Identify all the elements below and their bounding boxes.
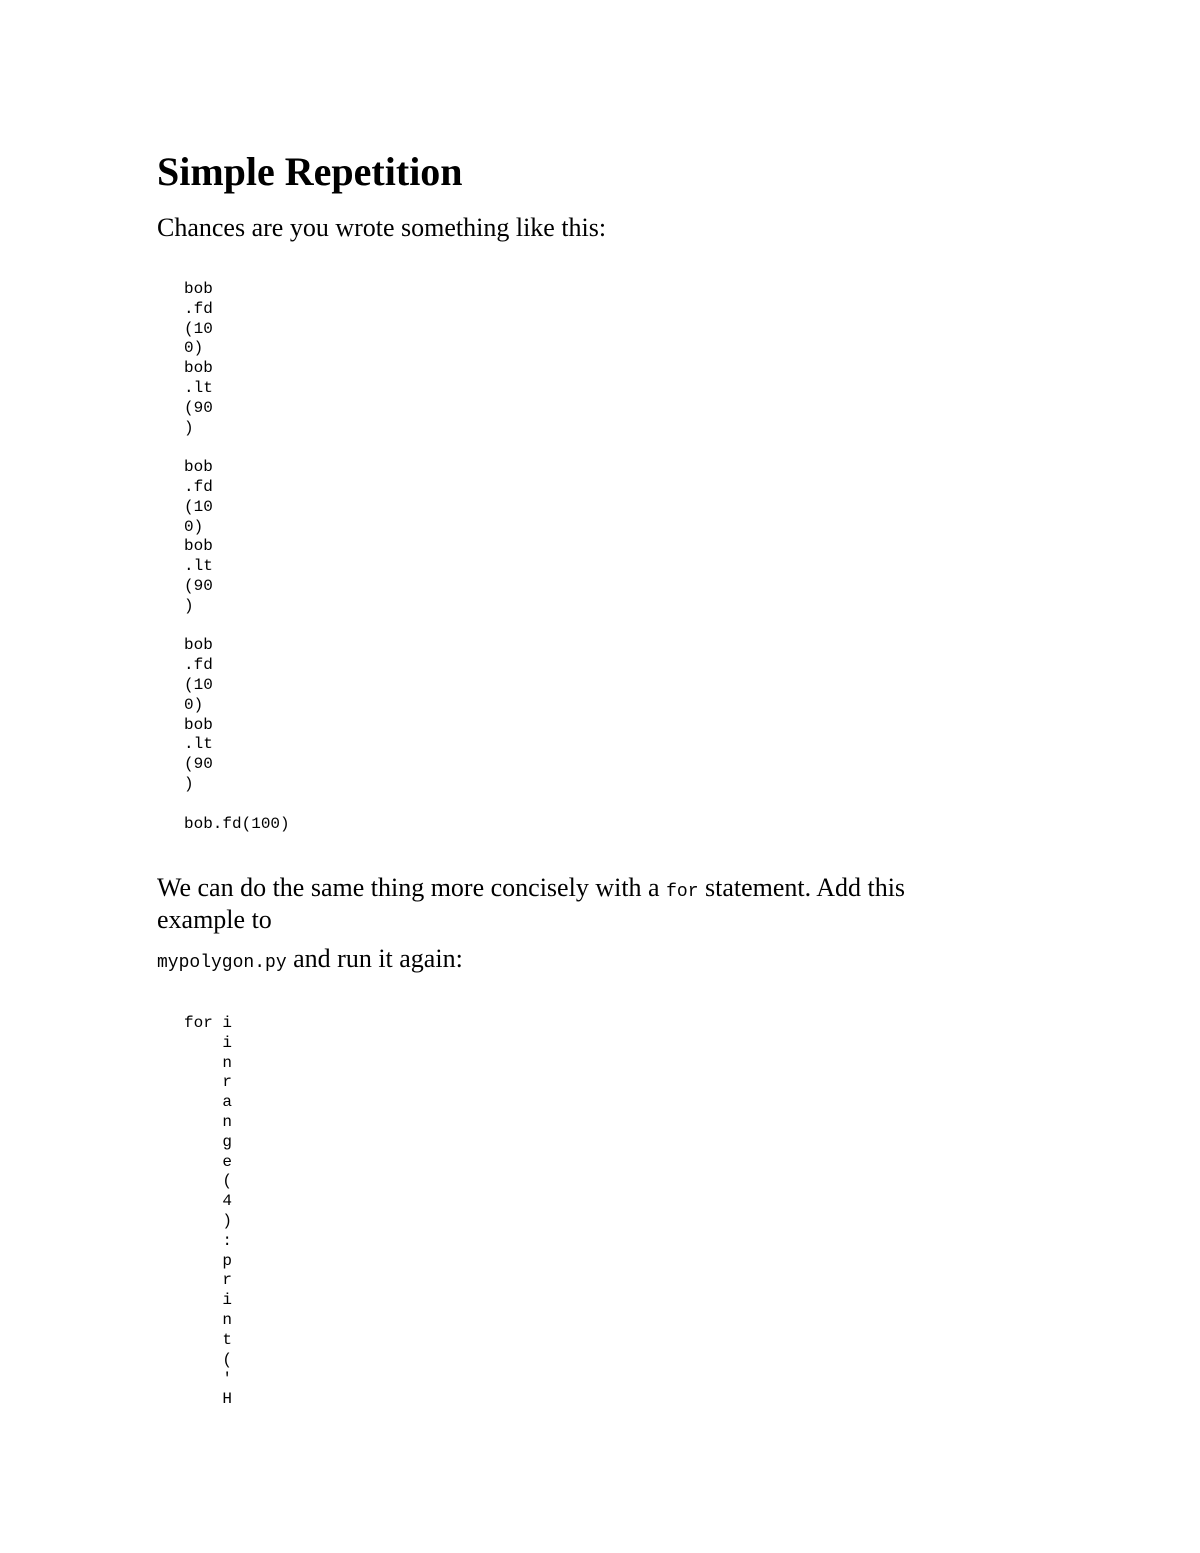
inline-code-for: for <box>666 882 699 902</box>
paragraph-text: statement. Add this <box>698 873 906 902</box>
code-block-repeated-commands: bob .fd (10 0) bob .lt (90 ) bob .fd (10 0) bob .lt (90 ) bob .fd (10 0) bob .lt (90 ) bob.fd(100) <box>184 280 290 833</box>
code-block-for-loop: for i i n r a n g e ( 4 ) : p r i n t ( ' H <box>184 1014 233 1409</box>
for-statement-paragraph <box>157 872 905 908</box>
document-page <box>157 0 1057 1553</box>
paragraph-text: We can do the same thing more concisely with a <box>157 873 667 902</box>
inline-code-filename: mypolygon.py <box>157 953 287 973</box>
intro-paragraph: Chances are you wrote something like this: <box>157 213 607 242</box>
page-title: Simple Repetition <box>157 149 463 194</box>
for-statement-paragraph-continued: example to <box>157 905 272 934</box>
paragraph-text: and run it again: <box>286 944 463 973</box>
filename-paragraph <box>157 943 463 979</box>
